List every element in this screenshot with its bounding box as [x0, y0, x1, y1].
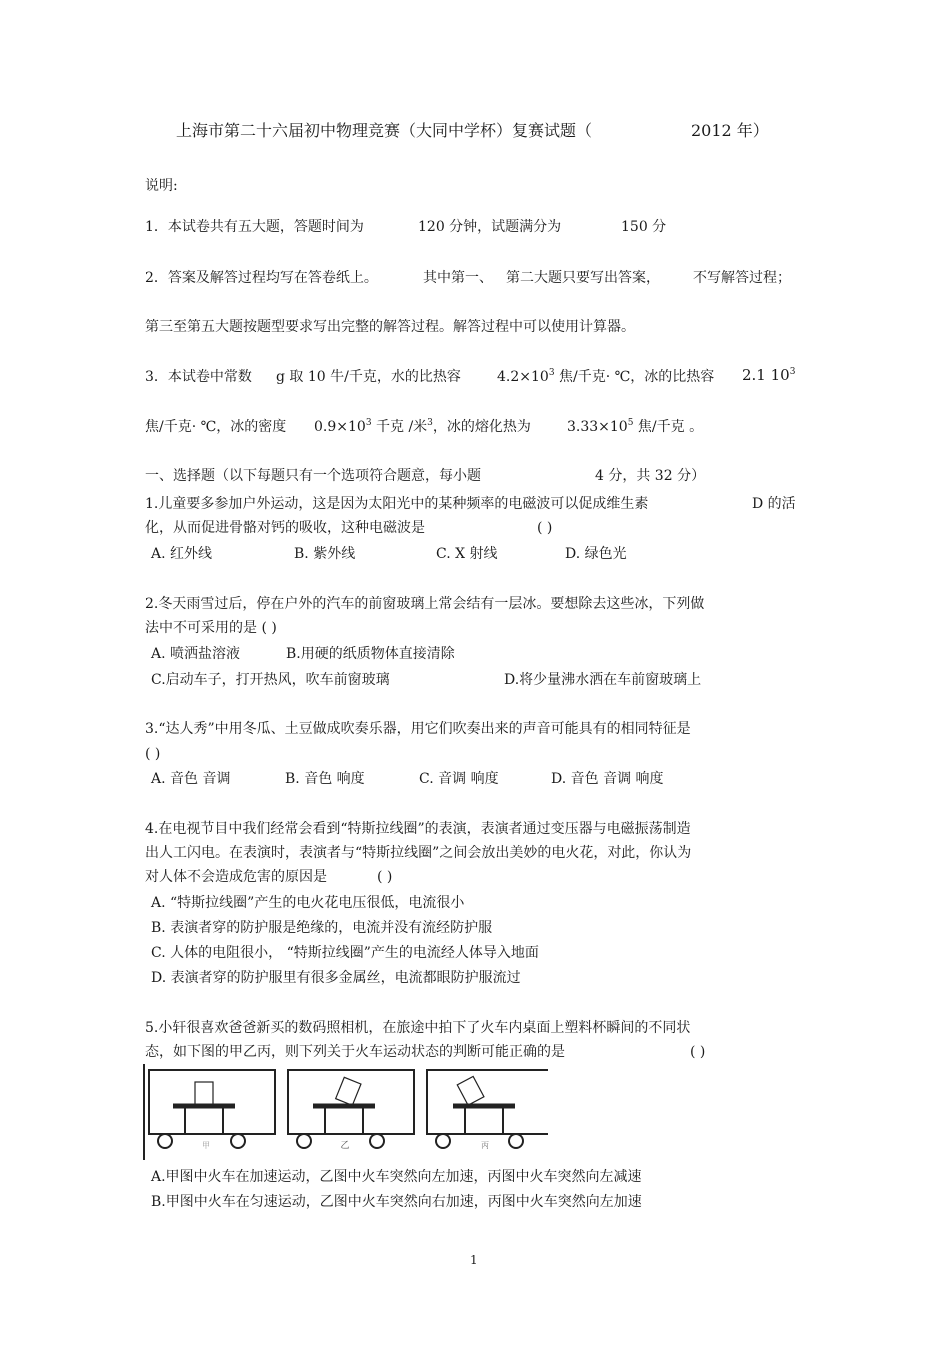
- q4-answer-blank: ( ): [377, 869, 393, 885]
- q5-answer-blank: ( ): [690, 1044, 706, 1060]
- q1-option-a: A. 红外线: [151, 546, 213, 562]
- section-heading: 一、选择题（以下每题只有一个选项符合题意，每小题: [145, 468, 481, 484]
- q5-line1: 5.小轩很喜欢爸爸新买的数码照相机，在旅途中拍下了火车内桌面上塑料杯瞬间的不同状: [145, 1020, 691, 1036]
- q1-line1: 1.儿童要多参加户外运动，这是因为太阳光中的某种频率的电磁波可以促成维生素: [145, 496, 649, 512]
- q3-option-a: A. 音色 音调: [151, 771, 231, 787]
- q4-line1: 4.在电视节目中我们经常会看到“特斯拉线圈”的表演，表演者通过变压器与电磁振荡制造: [145, 821, 691, 837]
- figure-label-yi: 乙: [340, 1141, 350, 1151]
- figure-label-jia: 甲: [202, 1141, 210, 1150]
- figure-label-bing: 丙: [481, 1141, 489, 1150]
- note-2-a: 2．答案及解答过程均写在答卷纸上。: [145, 270, 378, 286]
- q3-option-b: B. 音色 响度: [285, 771, 365, 787]
- note-2-d: 不写解答过程；: [693, 270, 791, 286]
- note-1-a: 1．本试卷共有五大题，答题时间为: [145, 219, 364, 235]
- q4-line2: 出人工闪电。在表演时，表演者与“特斯拉线圈”之间会放出美妙的电火花，对此，你认为: [145, 845, 692, 861]
- intro-heading: 说明:: [145, 178, 178, 194]
- q3-option-c: C. 音调 响度: [419, 771, 499, 787]
- q2-option-d: D.将少量沸水洒在车前窗玻璃上: [504, 672, 702, 688]
- section-heading-score: 4 分，共 32 分）: [595, 468, 706, 484]
- q1-answer-blank: ( ): [537, 520, 553, 536]
- q4-option-b: B. 表演者穿的防护服是绝缘的，电流并没有流经防护服: [151, 920, 493, 936]
- note-3-c: $4.2\times 10^3$ 焦/千克· ℃，冰的比热容: [497, 368, 715, 385]
- q1-option-b: B. 紫外线: [294, 546, 356, 562]
- q1-line2: 化，从而促进骨骼对钙的吸收，这种电磁波是: [145, 520, 425, 536]
- note-1-c: 150 分: [621, 219, 667, 235]
- q4-option-d: D. 表演者穿的防护服里有很多金属丝，电流都眼防护服流过: [151, 970, 521, 986]
- note-3-b: g 取 10 牛/千克，水的比热容: [276, 369, 461, 385]
- q2-option-b: B.用硬的纸质物体直接清除: [286, 646, 455, 662]
- q2-line2: 法中不可采用的是 ( ): [145, 620, 277, 636]
- page-title: 上海市第二十六届初中物理竞赛（大同中学杯）复赛试题（: [176, 121, 593, 140]
- q1-line1-end: D 的活: [752, 496, 796, 512]
- q4-option-a: A. “特斯拉线圈”产生的电火花电压很低，电流很小: [151, 895, 465, 911]
- page-number: 1: [470, 1253, 478, 1267]
- q1-option-c: C. X 射线: [436, 546, 498, 562]
- note-3-a: 3．本试卷中常数: [145, 369, 252, 385]
- note-2-b: 其中第一、: [423, 270, 493, 286]
- note-3-d: 2.1 $10^3$: [742, 366, 796, 384]
- q1-option-d: D. 绿色光: [565, 546, 627, 562]
- q3-option-d: D. 音色 音调 响度: [551, 771, 664, 787]
- q5-option-a: A.甲图中火车在加速运动，乙图中火车突然向左加速，丙图中火车突然向左减速: [151, 1169, 642, 1185]
- q3-line1: 3.“达人秀”中用冬瓜、土豆做成吹奏乐器，用它们吹奏出来的声音可能具有的相同特征是: [145, 721, 691, 737]
- note-3-cont-b: $0.9\times 10^3$ 千克 /米$^3$，冰的熔化热为: [314, 418, 531, 435]
- note-2-cont: 第三至第五大题按题型要求写出完整的解答过程。解答过程中可以使用计算器。: [145, 319, 635, 335]
- page-title-year: 2012 年）: [691, 121, 769, 140]
- q2-line1: 2.冬天雨雪过后，停在户外的汽车的前窗玻璃上常会结有一层冰。要想除去这些冰，下列做: [145, 596, 705, 612]
- train-cup-figure: [143, 1064, 548, 1160]
- note-3-cont-a: 焦/千克· ℃，冰的密度: [145, 419, 287, 435]
- q2-option-a: A. 喷洒盐溶液: [151, 646, 241, 662]
- note-1-b: 120 分钟，试题满分为: [418, 219, 562, 235]
- q3-line2: ( ): [145, 746, 161, 762]
- note-3-cont-c: $3.33\times 10^5$ 焦/千克 。: [567, 418, 704, 435]
- q5-option-b: B.甲图中火车在匀速运动，乙图中火车突然向右加速，丙图中火车突然向左加速: [151, 1194, 642, 1210]
- note-2-c: 第二大题只要写出答案，: [506, 270, 660, 286]
- q4-option-c: C. 人体的电阻很小， “特斯拉线圈”产生的电流经人体导入地面: [151, 945, 539, 961]
- q4-line3: 对人体不会造成危害的原因是: [145, 869, 327, 885]
- q5-line2: 态，如下图的甲乙丙，则下列关于火车运动状态的判断可能正确的是: [145, 1044, 565, 1060]
- q2-option-c: C.启动车子，打开热风，吹车前窗玻璃: [151, 672, 390, 688]
